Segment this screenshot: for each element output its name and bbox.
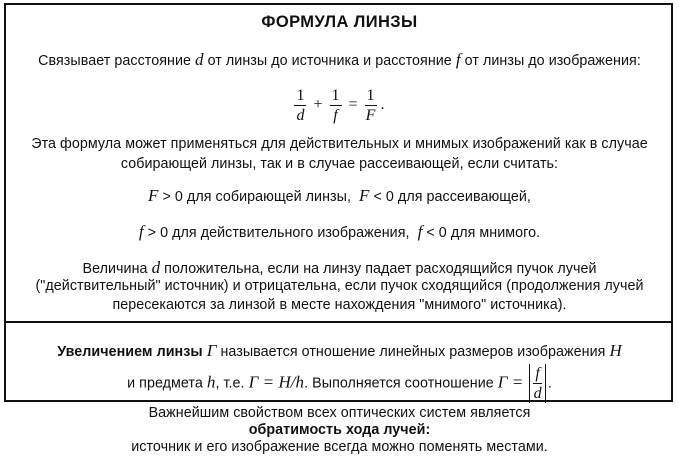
footer-line2: обратимость хода лучей: — [248, 422, 431, 438]
condition-focal: F > 0 для собирающей линзы, F < 0 для рассеивающей, — [148, 186, 531, 205]
para2-line1: Величина d положительна, если на линзу падает расходящийся пучок лучей — [82, 258, 597, 277]
footer-line1: Важнейшим свойством всех оптических систем является — [148, 405, 531, 421]
intro-part-a: Связывает расстояние — [38, 53, 191, 69]
para2-line2: ("действительный" источник) и отрицательна, если пучок сходящийся (продолжения лучей — [35, 278, 644, 294]
plus-sign: + — [313, 96, 323, 114]
para1-line2: собирающей линзы, так и в случае рассеивающей, если считать: — [120, 156, 559, 172]
lens-formula — [0, 86, 679, 125]
formula-period: . — [380, 96, 385, 114]
intro-part-c: от линзы до изображения: — [464, 53, 641, 69]
para1-line1: Эта формула может применяться для действительных и мнимых изображений как в случае — [31, 136, 648, 152]
fraction-1-over-F: $\frac{1}{F}$ — [365, 87, 376, 124]
fraction-1-over-f: $\frac{1}{f}$ — [331, 87, 340, 124]
var-f: f — [455, 50, 461, 69]
para2-line3: пересекаются за линзой в месте нахождения "мнимого" источника). — [112, 297, 567, 313]
footer-line3: источник и его изображение всегда можно поменять местами. — [131, 439, 548, 455]
magnification-line2: и предмета h, т.е. Γ = H/h. Выполняется соотношение Γ = $\frac{f}{d}$ . — [127, 365, 552, 402]
var-d: d — [195, 50, 204, 69]
fraction-1-over-d: $\frac{1}{d}$ — [296, 87, 305, 124]
condition-image: f > 0 для действительного изображения, f < 0 для мнимого. — [138, 222, 541, 241]
magnification-line1: Увеличением линзы Γ называется отношение линейных размеров изображения H — [57, 341, 622, 360]
intro-part-b: от линзы до источника и расстояние — [207, 53, 452, 69]
abs-fraction-f-over-d: $\frac{f}{d}$ — [529, 364, 546, 403]
section-divider — [4, 321, 673, 323]
intro-text — [0, 50, 679, 70]
page-title: ФОРМУЛА ЛИНЗЫ — [261, 13, 418, 31]
magnification-term: Увеличением линзы — [57, 344, 203, 360]
equals-sign: = — [348, 96, 358, 114]
